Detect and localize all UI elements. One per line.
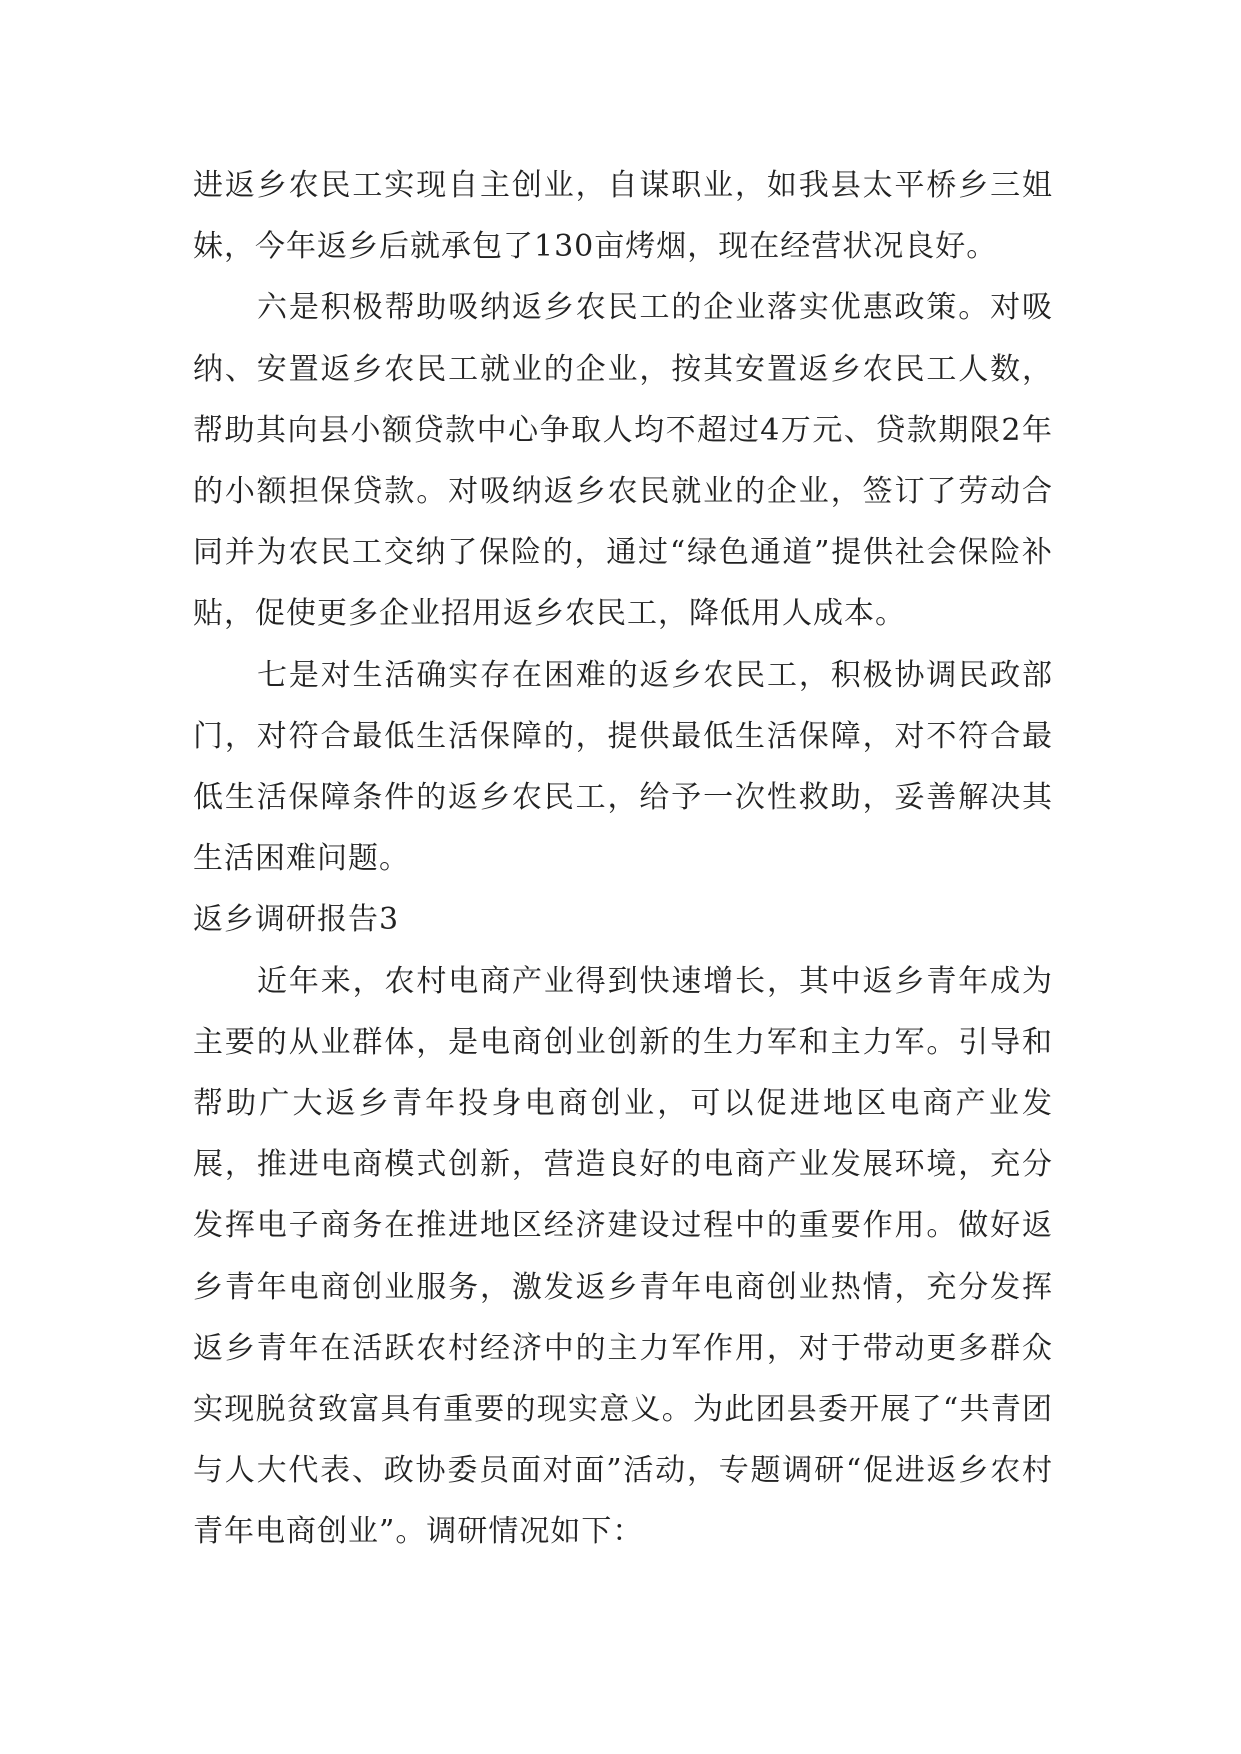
paragraph-continuation: 进返乡农民工实现自主创业，自谋职业，如我县太平桥乡三姐妹，今年返乡后就承包了130亩烤烟，现在经营状况良好。 xyxy=(193,168,1053,265)
paragraph-report-intro: 近年来，农村电商产业得到快速增长，其中返乡青年成为主要的从业群体，是电商创业创新的生力军和主力军。引导和帮助广大返乡青年投身电商创业，可以促进地区电商产业发展，推进电商模式创新，营造良好的电商产业发展环境，充分发挥电子商务在推进地区经济建设过程中的重要作用。做好返乡青年电商创业服务，激发返乡青年电商创业热情，充分发挥返乡青年在活跃农村经济中的主力军作用，对于带动更多群众实现脱贫致富具有重要的现实意义。为此团县委开展了“共青团与人大代表、政协委员面对面”活动，专题调研“促进返乡农村青年电商创业”。调研情况如下： xyxy=(193,963,1053,1550)
document-body xyxy=(193,155,1053,1563)
paragraph-item-seven: 七是对生活确实存在困难的返乡农民工，积极协调民政部门，对符合最低生活保障的，提供最低生活保障，对不符合最低生活保障条件的返乡农民工，给予一次性救助，妥善解决其生活困难问题。 xyxy=(193,657,1053,877)
paragraph-item-six: 六是积极帮助吸纳返乡农民工的企业落实优惠政策。对吸纳、安置返乡农民工就业的企业，按其安置返乡农民工人数，帮助其向县小额贷款中心争取人均不超过4万元、贷款期限2年的小额担保贷款。对吸纳返乡农民就业的企业，签订了劳动合同并为农民工交纳了保险的，通过“绿色通道”提供社会保险补贴，促使更多企业招用返乡农民工，降低用人成本。 xyxy=(193,290,1053,632)
section-heading: 返乡调研报告3 xyxy=(193,902,400,938)
